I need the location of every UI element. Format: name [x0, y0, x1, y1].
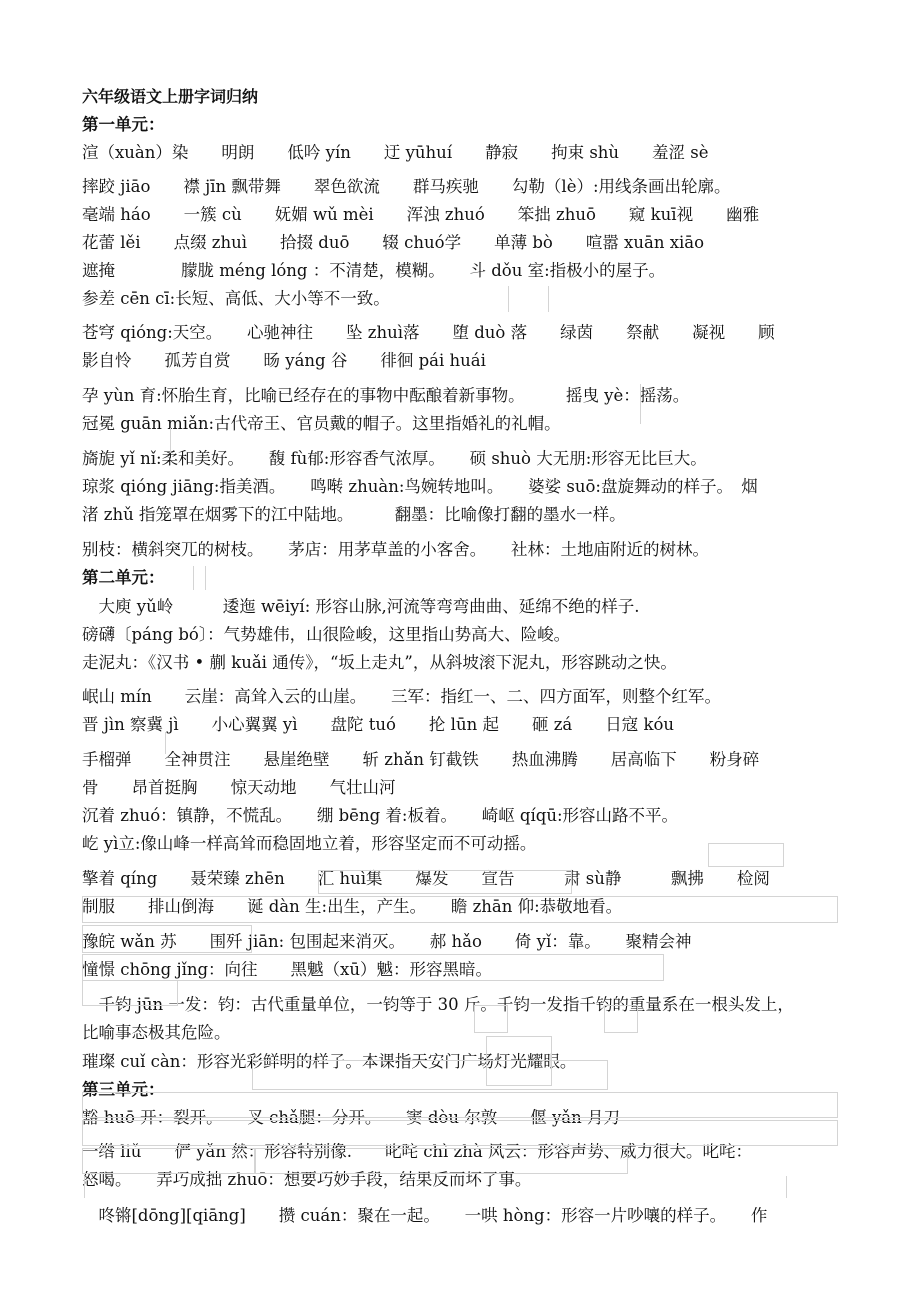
- text-line: 千钧 jūn 一发：钧：古代重量单位，一钧等于 30 斤。千钧一发指千钧的重量系在一根头发上，: [82, 995, 794, 1014]
- text-line: 毫端 háo 一簇 cù 妩媚 wǔ mèi 浑浊 zhuó 笨拙 zhuō 窥 kuī视 幽雅: [82, 205, 760, 224]
- unit1-heading: 第一单元：: [82, 115, 165, 134]
- text-line: 比喻事态极其危险。: [82, 1023, 231, 1042]
- unit3-heading: 第三单元：: [82, 1080, 165, 1099]
- text-line: 骨 昂首挺胸 惊天动地 气壮山河: [82, 778, 396, 797]
- text-line: 擎着 qíng 聂荣臻 zhēn 汇 huì集 爆发 宣告 肃 sù静 飘拂 检阅: [82, 869, 770, 888]
- unit2-heading: 第二单元：: [82, 568, 165, 587]
- text-line: 一绺 liǔ 俨 yǎn 然：形容特别像. 叱咤 chì zhà 风云：形容声势、威力很大。叱咤：: [82, 1142, 752, 1161]
- text-line: 手榴弹 全神贯注 悬崖绝壁 斩 zhǎn 钉截铁 热血沸腾 居高临下 粉身碎: [82, 750, 760, 769]
- text-line: 渚 zhǔ 指笼罩在烟雾下的江中陆地。 翻墨：比喻像打翻的墨水一样。: [82, 505, 626, 524]
- text-line: 苍穹 qióng:天空。 心驰神往 坠 zhuì落 堕 duò 落 绿茵 祭献 凝视 顾: [82, 323, 775, 342]
- text-line: 制服 排山倒海 诞 dàn 生:出生，产生。 瞻 zhān 仰:恭敬地看。: [82, 897, 623, 916]
- text-line: 冠冕 guān miǎn:古代帝王、官员戴的帽子。这里指婚礼的礼帽。: [82, 414, 561, 433]
- text-line: 花蕾 lěi 点缀 zhuì 拾掇 duō 辍 chuó学 单薄 bò 喧嚣 xuān xiāo: [82, 233, 705, 252]
- text-line: 磅礴〔páng bó〕：气势雄伟，山很险峻，这里指山势高大、险峻。: [82, 625, 571, 644]
- text-line: 豁 huō 开：裂开。 叉 chǎ腿：分开。 窦 dòu 尔敦 偃 yǎn 月刀: [82, 1108, 621, 1127]
- text-line: 沉着 zhuó：镇静，不慌乱。 绷 bēng 着:板着。 崎岖 qíqū:形容山路不平。: [82, 806, 679, 825]
- text-line: 憧憬 chōng jǐng：向往 黑魆（xū）魆：形容黑暗。: [82, 960, 492, 979]
- text-line: 屹 yì立:像山峰一样高耸而稳固地立着，形容坚定而不可动摇。: [82, 834, 537, 853]
- text-line: 影自怜 孤芳自赏 旸 yáng 谷 徘徊 pái huái: [82, 351, 486, 370]
- text-line: 晋 jìn 察冀 jì 小心翼翼 yì 盘陀 tuó 抡 lūn 起 砸 zá 日寇 kóu: [82, 715, 675, 734]
- text-line: 遮掩 朦胧 méng lóng ：不清楚，模糊。 斗 dǒu 室:指极小的屋子。: [82, 261, 666, 280]
- text-line: 岷山 mín 云崖：高耸入云的山崖。 三军：指红一、二、四方面军，则整个红军。: [82, 687, 722, 706]
- text-line: 孕 yùn 育:怀胎生育，比喻已经存在的事物中酝酿着新事物。 摇曳 yè：摇荡。: [82, 386, 690, 405]
- text-line: 走泥丸：《汉书 • 蒯 kuǎi 通传》，“坂上走丸”，从斜坡滚下泥丸，形容跳动之快。: [82, 653, 677, 672]
- text-line: 渲（xuàn）染 明朗 低吟 yín 迂 yūhuí 静寂 拘束 shù 羞涩 sè: [82, 143, 709, 162]
- text-line: 璀璨 cuǐ càn：形容光彩鲜明的样子。本课指天安门广场灯光耀眼。: [82, 1052, 577, 1071]
- text-line: 怒喝。 弄巧成拙 zhuō：想要巧妙手段，结果反而坏了事。: [82, 1170, 532, 1189]
- text-line: 旖旎 yǐ nǐ:柔和美好。 馥 fù郁:形容香气浓厚。 硕 shuò 大无朋:形容无比巨大。: [82, 449, 707, 468]
- text-line: 大庾 yǔ岭 逶迤 wēiyí: 形容山脉,河流等弯弯曲曲、延绵不绝的样子.: [82, 597, 640, 616]
- text-line: 豫皖 wǎn 苏 围歼 jiān: 包围起来消灭。 郝 hǎo 倚 yǐ：靠。 聚精会神: [82, 932, 692, 951]
- text-line: 琼浆 qióng jiāng:指美酒。 鸣啭 zhuàn:鸟婉转地叫。 婆娑 suō:盘旋舞动的样子。 烟: [82, 477, 758, 496]
- document-title: 六年级语文上册字词归纳: [82, 87, 259, 106]
- text-line: 摔跤 jiāo 襟 jīn 飘带舞 翠色欲流 群马疾驰 勾勒（lè）:用线条画出轮廓。: [82, 177, 731, 196]
- text-line: 咚锵[dōng][qiāng] 攒 cuán：聚在一起。 一哄 hòng：形容一片吵嚷的样子。 作: [82, 1206, 768, 1225]
- text-line: 别枝：横斜突兀的树枝。 茅店：用茅草盖的小客舍。 社林：土地庙附近的树林。: [82, 540, 709, 559]
- text-line: 参差 cēn cī:长短、高低、大小等不一致。: [82, 289, 390, 308]
